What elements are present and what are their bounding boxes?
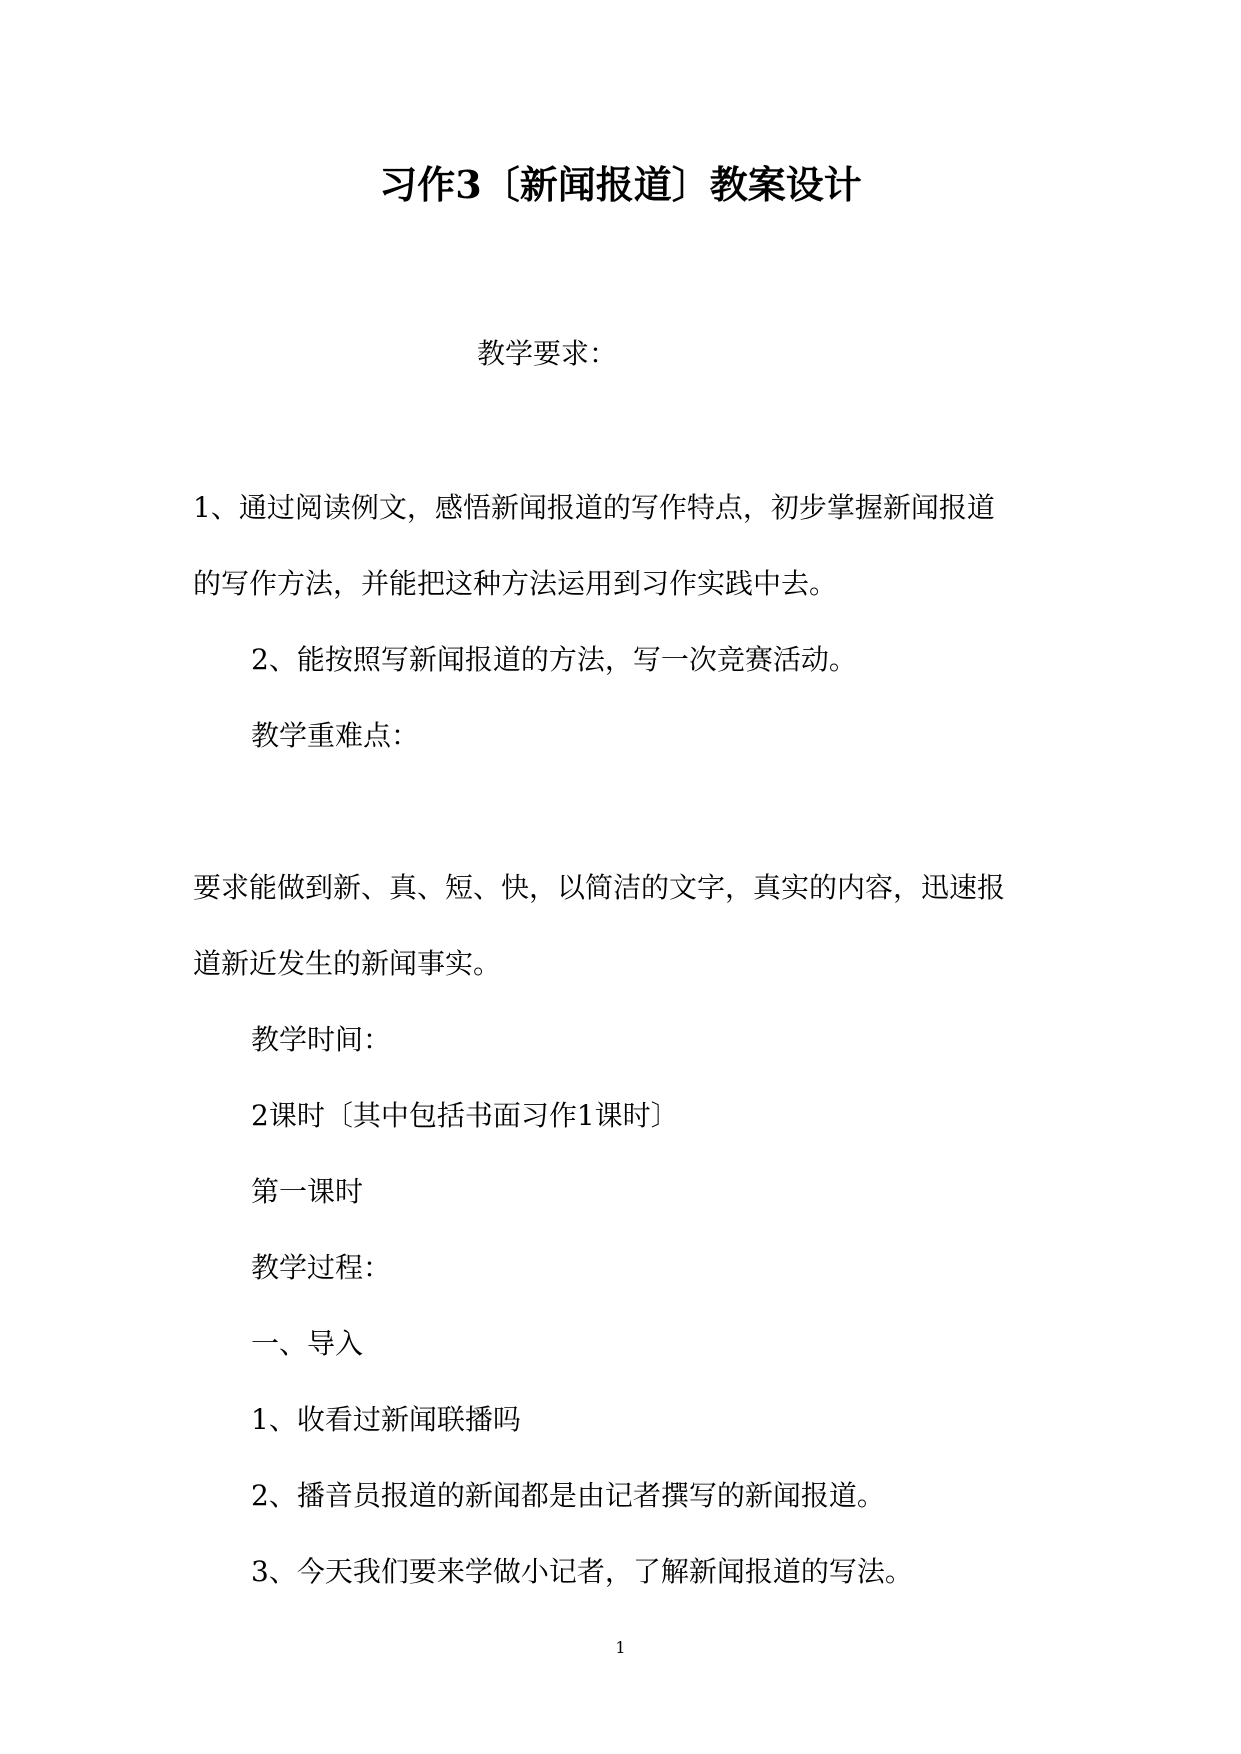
time-value: 2课时〔其中包括书面习作1课时〕 <box>251 1099 679 1132</box>
key-points-line-1: 要求能做到新、真、短、快，以简洁的文字，真实的内容，迅速报 <box>193 871 1006 904</box>
section-1-heading: 一、导入 <box>251 1327 364 1360</box>
key-points-line-2: 道新近发生的新闻事实。 <box>193 947 502 980</box>
step-1: 1、收看过新闻联播吗 <box>251 1403 521 1436</box>
requirement-1-line-2: 的写作方法，并能把这种方法运用到习作实践中去。 <box>193 567 838 600</box>
step-3: 3、今天我们要来学做小记者，了解新闻报道的写法。 <box>251 1555 913 1588</box>
process-heading: 教学过程： <box>251 1251 392 1284</box>
time-heading: 教学时间： <box>251 1023 392 1056</box>
step-2: 2、播音员报道的新闻都是由记者撰写的新闻报道。 <box>251 1479 885 1512</box>
lesson-1-heading: 第一课时 <box>251 1175 364 1208</box>
requirement-2: 2、能按照写新闻报道的方法，写一次竞赛活动。 <box>251 643 857 676</box>
requirement-1-line-1: 1、通过阅读例文，感悟新闻报道的写作特点，初步掌握新闻报道 <box>193 491 995 524</box>
key-points-heading: 教学重难点： <box>251 719 420 752</box>
page-number: 1 <box>615 1638 626 1657</box>
requirements-heading: 教学要求： <box>477 337 618 370</box>
document-title: 习作3〔新闻报道〕教案设计 <box>379 162 862 207</box>
